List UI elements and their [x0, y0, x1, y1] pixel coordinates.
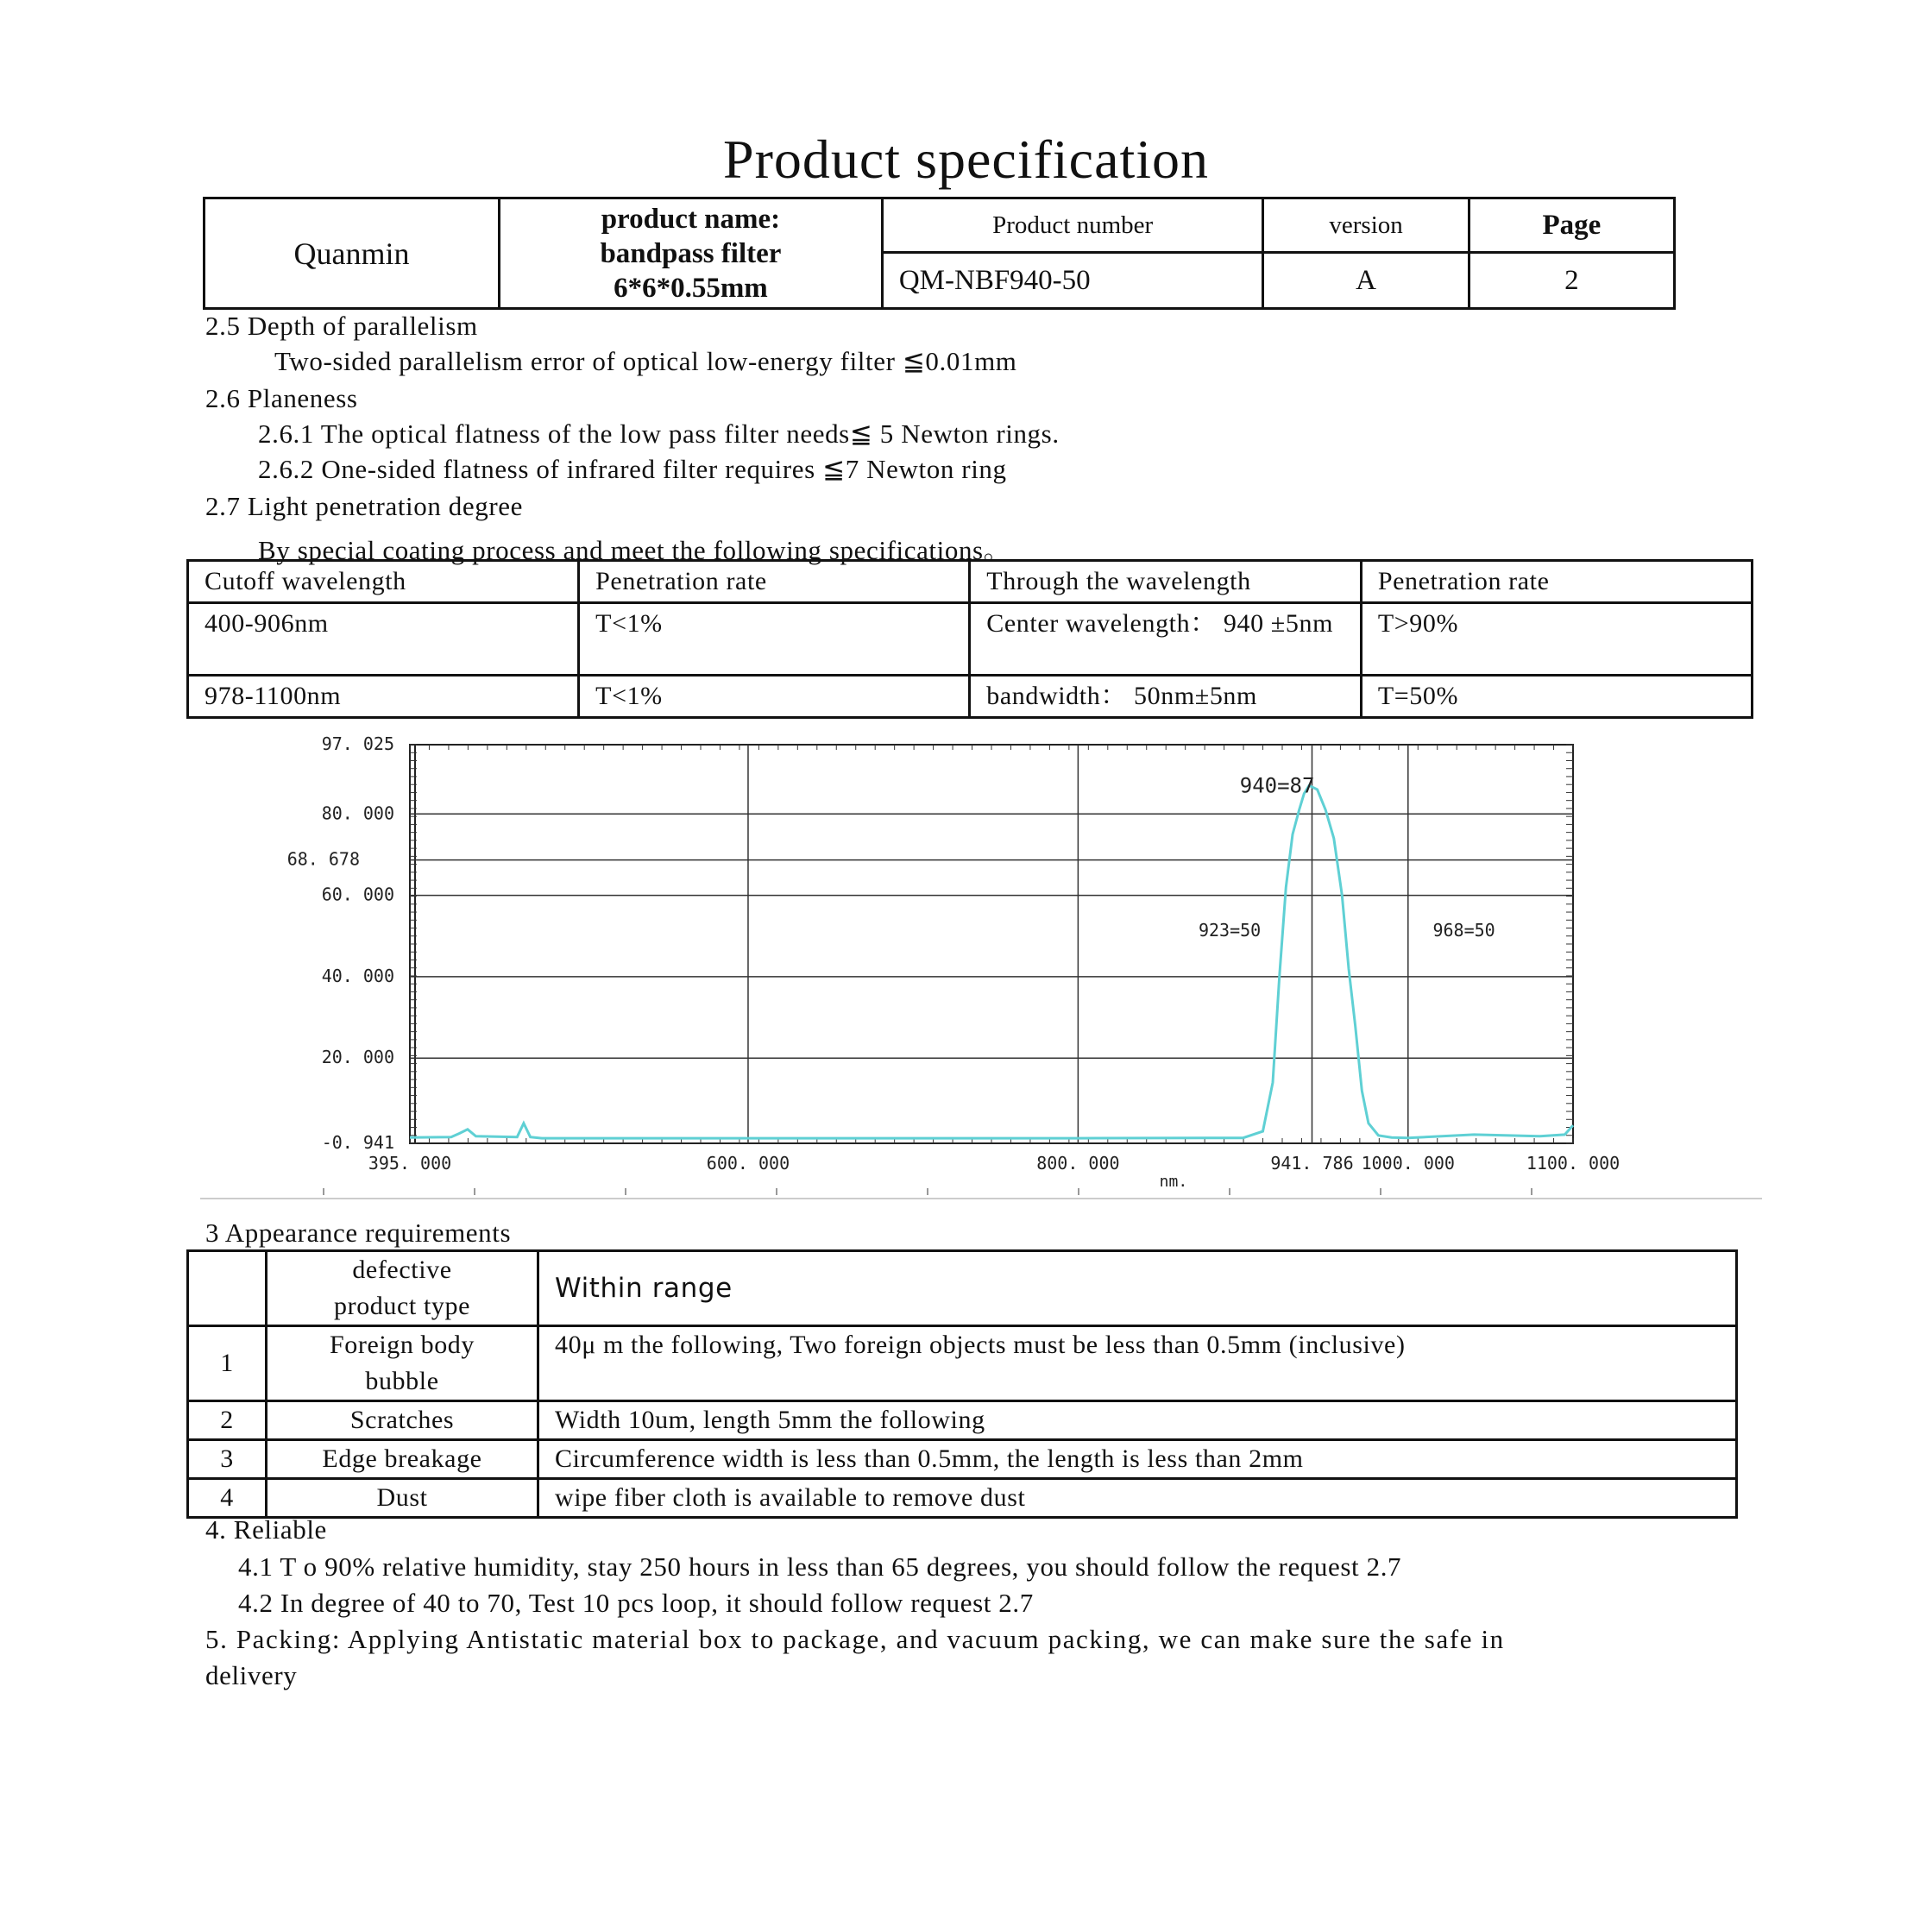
y-tick-label: 68. 678 [286, 848, 360, 870]
x-tick-label: 395. 000 [368, 1153, 452, 1174]
spec-header-through: Through the wavelength [970, 561, 1362, 603]
app-row-range: 40μ m the following, Two foreign objects must be less than 0.5mm (inclusive) [538, 1326, 1737, 1401]
section-2-6-title: 2.6 Planeness [205, 383, 358, 413]
x-tick-label: 1000. 000 [1361, 1153, 1455, 1174]
chart-labels [287, 733, 1620, 1191]
spec-cell: 978-1100nm [188, 676, 579, 718]
transmission-chart [207, 729, 1665, 1195]
app-row-range: wipe fiber cloth is available to remove dust [538, 1479, 1737, 1518]
page-label: Page [1469, 198, 1674, 253]
app-header-no [188, 1251, 267, 1326]
app-row-type-line2: bubble [365, 1367, 439, 1395]
appearance-title: 3 Appearance requirements [205, 1218, 512, 1248]
app-row-type: Edge breakage [267, 1440, 538, 1479]
x-tick-label: 941. 786 [1270, 1153, 1354, 1174]
app-row-range: Width 10um, length 5mm the following [538, 1401, 1737, 1440]
spec-header-cutoff: Cutoff wavelength [188, 561, 579, 603]
app-row-type: Dust [267, 1479, 538, 1518]
spec-header-penetration-2: Penetration rate [1361, 561, 1752, 603]
plot-frame [410, 745, 1573, 1143]
y-tick-label: 20. 000 [321, 1047, 394, 1068]
reliable-item-2: 4.2 In degree of 40 to 70, Test 10 pcs loop, it should follow request 2.7 [238, 1588, 1034, 1618]
app-row-type: Scratches [267, 1401, 538, 1440]
company-name: Quanmin [205, 198, 500, 309]
version-label: version [1263, 198, 1469, 253]
app-row-no: 4 [188, 1479, 267, 1518]
app-header-type-line1: defective [352, 1255, 452, 1284]
product-name-cell [500, 198, 883, 309]
section-2-7-text: By special coating process and meet the following specifications。 [258, 535, 1011, 565]
app-row-no: 1 [188, 1326, 267, 1401]
packing-line-1: 5. Packing: Applying Antistatic material box to package, and vacuum packing, we can make sure the safe in [205, 1624, 1505, 1654]
product-name-line2: 6*6*0.55mm [614, 272, 768, 304]
section-2-6-1-text: 2.6.1 The optical flatness of the low pass filter needs≦ 5 Newton rings. [258, 418, 1060, 449]
product-name-label: product name: [601, 203, 781, 235]
divider [200, 1198, 1762, 1199]
spec-cell: Center wavelength： 940 ±5nm [970, 603, 1362, 676]
chart-annotation: 940=87 [1239, 773, 1315, 798]
version-value: A [1263, 253, 1469, 309]
x-tick-label: 600. 000 [706, 1153, 790, 1174]
section-2-5-title: 2.5 Depth of parallelism [205, 311, 478, 341]
reliable-title: 4. Reliable [205, 1514, 327, 1545]
app-header-type-line2: product type [334, 1292, 470, 1320]
spec-cell: T>90% [1361, 603, 1752, 676]
spec-cell: T<1% [579, 676, 970, 718]
spec-cell: 400-906nm [188, 603, 579, 676]
appearance-table [186, 1249, 1738, 1519]
series-line [410, 785, 1573, 1138]
spec-header-penetration-1: Penetration rate [579, 561, 970, 603]
x-tick-label: 800. 000 [1036, 1153, 1120, 1174]
app-row-type-line1: Foreign body [329, 1331, 475, 1359]
spec-cell: T=50% [1361, 676, 1752, 718]
y-tick-label: 80. 000 [321, 802, 394, 824]
packing-line-2: delivery [205, 1660, 298, 1690]
reliable-item-1: 4.1 T o 90% relative humidity, stay 250 hours in less than 65 degrees, you should follow the request 2.7 [238, 1551, 1402, 1582]
spec-table [186, 559, 1753, 719]
chart-annotation: 968=50 [1432, 919, 1495, 941]
page-title: Product specification [722, 129, 1210, 190]
chart-grid [410, 745, 1573, 1143]
spec-cell: bandwidth： 50nm±5nm [970, 676, 1362, 718]
y-tick-label: 60. 000 [321, 884, 394, 905]
chart-annotation: 923=50 [1198, 919, 1262, 941]
product-number-label: Product number [882, 198, 1263, 253]
page-value: 2 [1469, 253, 1674, 309]
section-2-7-title: 2.7 Light penetration degree [205, 491, 524, 521]
section-2-5-text: Two-sided parallelism error of optical low-energy filter ≦0.01mm [274, 346, 1017, 376]
app-row-range: Circumference width is less than 0.5mm, the length is less than 2mm [538, 1440, 1737, 1479]
app-header-range: Within range [538, 1251, 1737, 1326]
x-tick-label: 1100. 000 [1526, 1153, 1620, 1174]
y-tick-label: -0. 941 [321, 1132, 394, 1153]
app-header-type [267, 1251, 538, 1326]
y-tick-label: 97. 025 [321, 733, 394, 754]
header-table [203, 197, 1676, 310]
product-name-line1: bandpass filter [600, 237, 782, 269]
app-row-no: 3 [188, 1440, 267, 1479]
y-tick-label: 40. 000 [321, 965, 394, 986]
section-2-6-2-text: 2.6.2 One-sided flatness of infrared filter requires ≦7 Newton ring [258, 454, 1007, 484]
app-row-no: 2 [188, 1401, 267, 1440]
spec-cell: T<1% [579, 603, 970, 676]
app-row-type [267, 1326, 538, 1401]
x-axis-label: nm. [1159, 1173, 1188, 1191]
product-number: QM-NBF940-50 [882, 253, 1263, 309]
